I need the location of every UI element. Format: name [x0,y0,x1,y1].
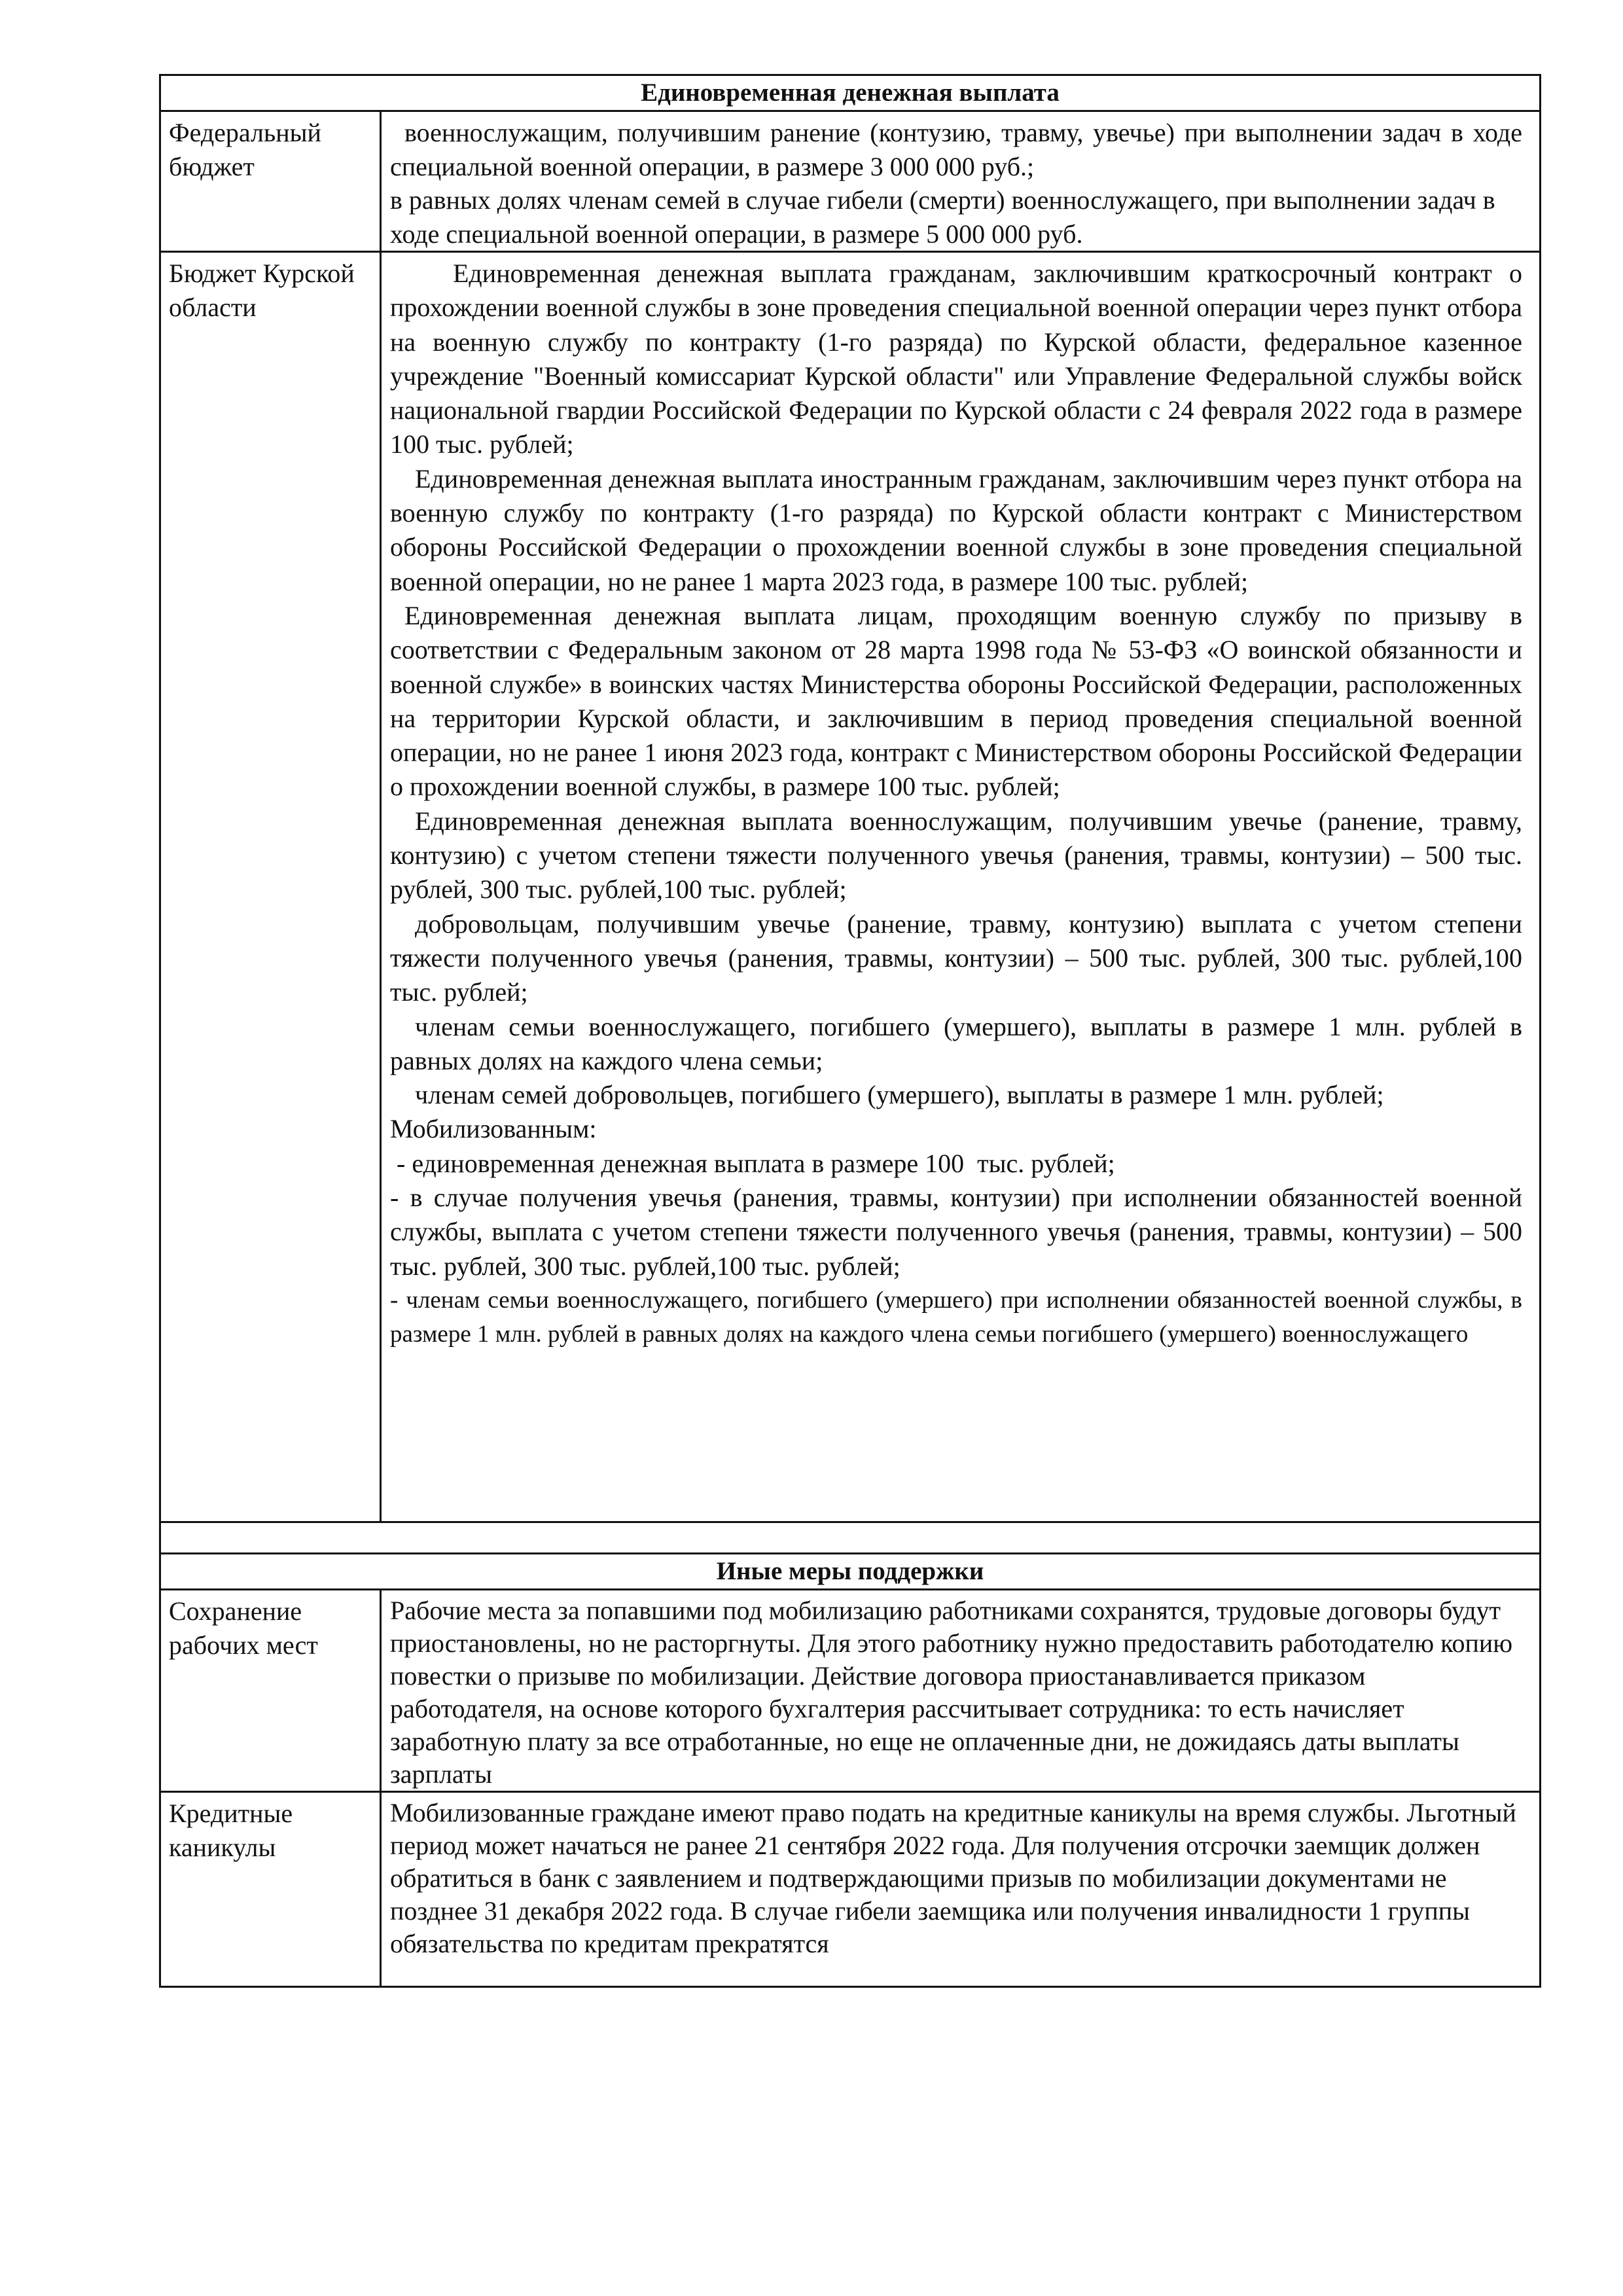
paragraph: Мобилизованные граждане имеют право подать на кредитные каникулы на время службы. Льготный период может начаться не ранее 21 сентября 2022 года. Для получения отсрочки заемщик должен обратиться в банк с заявлением и подтверждающими призыв по мобилизации документами не позднее 31 декабря 2022 года. В случае гибели заемщика или получения инвалидности 1 группы обязательства по кредитам прекратятся [390,1798,1516,1958]
section-header-row [160,75,1541,111]
paragraph: Рабочие места за попавшими под мобилизацию работниками сохранятся, трудовые договоры будут приостановлены, но не расторгнуты. Для этого работнику нужно предоставить работодателю копию повестки о призыве по мобилизации. Действие договора приостанавливается приказом работодателя, на основе которого бухгалтерия рассчитывает сотрудника: то есть начисляет заработную плату за все отработанные, но еще не оплаченные дни, не дожидаясь даты выплаты зарплаты [390,1596,1513,1789]
paragraph: Единовременная денежная выплата иностранным гражданам, заключившим через пункт отбора на военную службу по контракту (1-го разряда) по Курской области контракт с Министерством обороны Российской Федерации о прохождении военной службы в зоне проведения специальной военной операции, но не ранее 1 марта 2023 года, в размере 100 тыс. рублей; [390,463,1522,596]
paragraph: в равных долях членам семей в случае гибели (смерти) военнослужащего, при выполнении задач в ходе специальной военной операции, в размере 5 000 000 руб. [390,185,1495,249]
table-row-kursk [160,252,1541,1522]
paragraph: добровольцам, получившим увечье (ранение, травму, контузию) выплата с учетом степени тяжести полученного увечья (ранения, травмы, контузии) – 500 тыс. рублей, 300 тыс. рублей,100 тыс. рублей; [390,908,1522,1007]
table-row-job-retention [160,1590,1541,1792]
row-label-job-retention: Сохранение рабочих мест [160,1590,381,1792]
paragraph: Мобилизованным: [390,1114,597,1144]
row-label-credit-holidays: Кредитные каникулы [160,1792,381,1987]
row-label-kursk-budget: Бюджет Курской области [160,252,381,1522]
row-body-job-retention [381,1590,1541,1792]
paragraph: - членам семьи военнослужащего, погибшего (умершего) при исполнении обязанностей военной службы, в размере 1 млн. рублей в равных долях на каждого члена семьи погибшего (умершего) военнослужащего [390,1286,1522,1348]
paragraph: Единовременная денежная выплата военнослужащим, получившим увечье (ранение, травму, контузию) с учетом степени тяжести полученного увечья (ранения, травмы, контузии) – 500 тыс. рублей, 300 тыс. рублей,100 тыс. рублей; [390,806,1522,905]
empty-cell [160,1522,1541,1554]
table-row-credit-holidays [160,1792,1541,1987]
table-row-federal [160,111,1541,252]
section-title-other-support: Иные меры поддержки [160,1554,1541,1590]
paragraph: членам семьи военнослужащего, погибшего (умершего), выплаты в размере 1 млн. рублей в равных долях на каждого члена семьи; [390,1011,1522,1075]
row-body-federal-budget [381,111,1541,252]
row-body-credit-holidays [381,1792,1541,1987]
empty-spacer-row [160,1522,1541,1554]
paragraph: Единовременная денежная выплата гражданам, заключившим краткосрочный контракт о прохождении военной службы в зоне проведения специальной военной операции через пункт отбора на военную службу по контракту (1-го разряда) по Курской области, федеральное казенное учреждение "Военный комиссариат Курской области" или Управление Федеральной службы войск национальной гвардии Российской Федерации по Курской области с 24 февраля 2022 года в размере 100 тыс. рублей; [390,259,1522,459]
support-measures-table [159,74,1541,1988]
paragraph: - единовременная денежная выплата в размере 100 тыс. рублей; [390,1148,1115,1178]
paragraph: членам семей добровольцев, погибшего (умершего), выплаты в размере 1 млн. рублей; [415,1080,1384,1110]
section-title-lump-sum: Единовременная денежная выплата [160,75,1541,111]
paragraph: Единовременная денежная выплата лицам, проходящим военную службу по призыву в соответствии с Федеральным законом от 28 марта 1998 года № 53-ФЗ «О воинской обязанности и военной службе» в воинских частях Министерства обороны Российской Федерации, расположенных на территории Курской области, и заключившим в период проведения специальной военной операции, но не ранее 1 июня 2023 года, контракт с Министерством обороны Российской Федерации о прохождении военной службы, в размере 100 тыс. рублей; [390,600,1522,802]
row-label-federal-budget: Федеральный бюджет [160,111,381,252]
paragraph: военнослужащим, получившим ранение (контузию, травму, увечье) при выполнении задач в ходе специальной военной операции, в размере 3 000 000 руб.; [390,118,1522,181]
row-body-kursk-budget [381,252,1541,1522]
paragraph: - в случае получения увечья (ранения, травмы, контузии) при исполнении обязанностей военной службы, выплата с учетом степени тяжести полученного увечья (ранения, травмы, контузии) – 500 тыс. рублей, 300 тыс. рублей,100 тыс. рублей; [390,1183,1522,1281]
section-header-row [160,1554,1541,1590]
